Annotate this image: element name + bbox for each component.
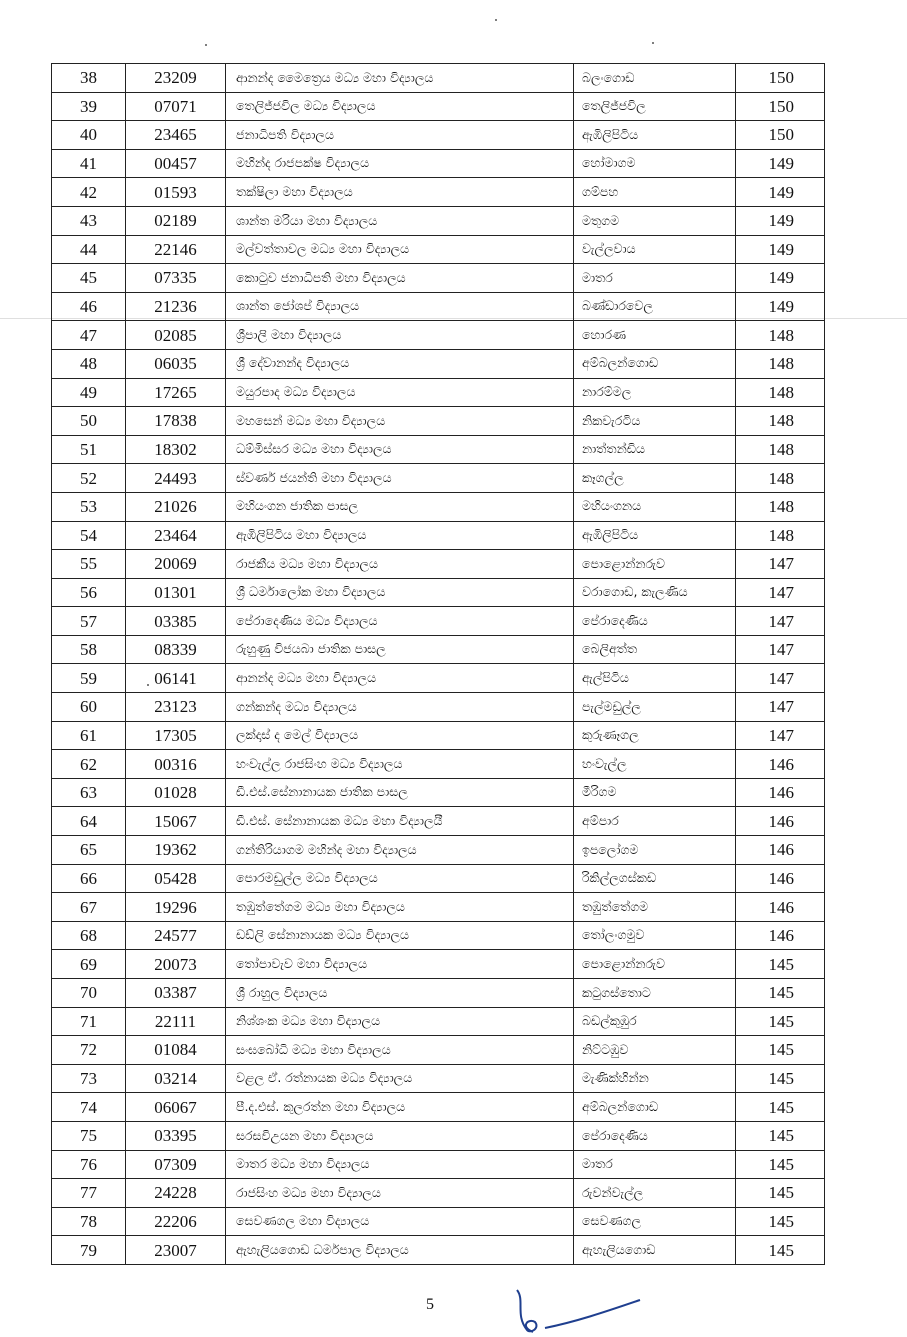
city-cell: හෝමාගම	[574, 149, 736, 178]
school-name-cell: ගන්තිරියාගම මහින්ද මහා විද්‍යාලය	[226, 836, 574, 865]
school-code-cell: 15067	[126, 807, 226, 836]
table-row	[52, 1179, 825, 1208]
school-code-cell: 24493	[126, 464, 226, 493]
school-code-cell: 06141	[126, 664, 226, 693]
table-row	[52, 979, 825, 1008]
city-cell: වරාගොඩ, කැලණිය	[574, 578, 736, 607]
school-code-cell: 24577	[126, 921, 226, 950]
school-code-cell: 01593	[126, 178, 226, 207]
school-code-cell: 23007	[126, 1236, 226, 1265]
table-row	[52, 635, 825, 664]
table-row	[52, 693, 825, 722]
rank-cell: 62	[52, 750, 126, 779]
city-cell: තඹුත්තේගම	[574, 893, 736, 922]
school-code-cell: 23209	[126, 64, 226, 93]
marks-cell: 147	[736, 664, 825, 693]
rank-cell: 65	[52, 836, 126, 865]
table-row	[52, 1121, 825, 1150]
marks-cell: 149	[736, 264, 825, 293]
city-cell: රුවන්වැල්ල	[574, 1179, 736, 1208]
school-name-cell: ඇඹිලිපිටිය මහා විද්‍යාලය	[226, 521, 574, 550]
table-row	[52, 893, 825, 922]
table-row	[52, 178, 825, 207]
school-name-cell: ශ්‍රීපාලි මහා විද්‍යාලය	[226, 321, 574, 350]
school-code-cell: 01028	[126, 778, 226, 807]
table-row	[52, 521, 825, 550]
marks-cell: 148	[736, 407, 825, 436]
page-number: 5	[426, 1296, 434, 1313]
school-name-cell: ලක්දාස් ද මෙල් විද්‍යාලය	[226, 721, 574, 750]
school-name-cell: රාජකීය මධ්‍ය මහා විද්‍යාලය	[226, 550, 574, 579]
table-row	[52, 921, 825, 950]
school-code-cell: 24228	[126, 1179, 226, 1208]
rank-cell: 59	[52, 664, 126, 693]
school-code-cell: 22206	[126, 1207, 226, 1236]
rank-cell: 40	[52, 121, 126, 150]
marks-cell: 146	[736, 893, 825, 922]
table-row	[52, 64, 825, 93]
city-cell: වැල්ලවාය	[574, 235, 736, 264]
city-cell: තෙලිජ්ජවිල	[574, 92, 736, 121]
school-name-cell: ජනාධිපති විද්‍යාලය	[226, 121, 574, 150]
school-name-cell: ස්වර්ණ ජයන්ති මහා විද්‍යාලය	[226, 464, 574, 493]
school-code-cell: 01084	[126, 1036, 226, 1065]
school-name-cell: ඩඩ්ලි සේනානායක මධ්‍ය විද්‍යාලය	[226, 921, 574, 950]
marks-cell: 147	[736, 550, 825, 579]
table-row	[52, 1007, 825, 1036]
rank-cell: 49	[52, 378, 126, 407]
city-cell: නිට්ටඹුව	[574, 1036, 736, 1065]
city-cell: අම්බලන්ගොඩ	[574, 349, 736, 378]
school-code-cell: 00457	[126, 149, 226, 178]
school-code-cell: 21236	[126, 292, 226, 321]
school-name-cell: තෝපාවැව මහා විද්‍යාලය	[226, 950, 574, 979]
rank-cell: 42	[52, 178, 126, 207]
school-name-cell: සරසවිඋයන මහා විද්‍යාලය	[226, 1121, 574, 1150]
rank-cell: 44	[52, 235, 126, 264]
city-cell: රිකිල්ලගස්කඩ	[574, 864, 736, 893]
city-cell: මැණික්හින්න	[574, 1064, 736, 1093]
school-name-cell: ඇහැලියගොඩ ධර්මපාල විද්‍යාලය	[226, 1236, 574, 1265]
city-cell: මතුගම	[574, 206, 736, 235]
school-code-cell: 02189	[126, 206, 226, 235]
school-name-cell: හංවැල්ල රාජසිංහ මධ්‍ය විද්‍යාලය	[226, 750, 574, 779]
school-code-cell: 07309	[126, 1150, 226, 1179]
city-cell: පොළොන්නරුව	[574, 550, 736, 579]
table-row	[52, 206, 825, 235]
school-name-cell: පොරමඩුල්ල මධ්‍ය විද්‍යාලය	[226, 864, 574, 893]
marks-cell: 149	[736, 235, 825, 264]
rank-cell: 41	[52, 149, 126, 178]
school-name-cell: ආනන්ද මෛත්‍රෙය මධ්‍ය මහා විද්‍යාලය	[226, 64, 574, 93]
school-code-cell: 19296	[126, 893, 226, 922]
table-row	[52, 550, 825, 579]
marks-cell: 145	[736, 1064, 825, 1093]
city-cell: නිකවැරටිය	[574, 407, 736, 436]
city-cell: හංවැල්ල	[574, 750, 736, 779]
table-row	[52, 292, 825, 321]
marks-cell: 146	[736, 807, 825, 836]
rank-cell: 74	[52, 1093, 126, 1122]
school-name-cell: සෙවණගල මහා විද්‍යාලය	[226, 1207, 574, 1236]
city-cell: පේරාදෙණිය	[574, 1121, 736, 1150]
school-code-cell: 08339	[126, 635, 226, 664]
school-name-cell: ඩී.එස්. සේනානායක මධ්‍ය මහා විද්‍යාලයී	[226, 807, 574, 836]
school-code-cell: 02085	[126, 321, 226, 350]
school-name-cell: මාතර මධ්‍ය මහා විද්‍යාලය	[226, 1150, 574, 1179]
school-code-cell: 22146	[126, 235, 226, 264]
school-name-cell: ගන්කන්ද මධ්‍ය විද්‍යාලය	[226, 693, 574, 722]
school-code-cell: 06035	[126, 349, 226, 378]
city-cell: පේරාදෙණිය	[574, 607, 736, 636]
marks-cell: 145	[736, 1036, 825, 1065]
school-name-cell: ආනන්ද මධ්‍ය මහා විද්‍යාලය	[226, 664, 574, 693]
rank-cell: 45	[52, 264, 126, 293]
marks-cell: 147	[736, 721, 825, 750]
table-row	[52, 864, 825, 893]
table-row	[52, 235, 825, 264]
school-name-cell: පේරාදෙණිය මධ්‍ය විද්‍යාලය	[226, 607, 574, 636]
rank-cell: 58	[52, 635, 126, 664]
school-code-cell: 01301	[126, 578, 226, 607]
city-cell: ඉපලෝගම	[574, 836, 736, 865]
rank-cell: 76	[52, 1150, 126, 1179]
rank-cell: 48	[52, 349, 126, 378]
rank-cell: 61	[52, 721, 126, 750]
marks-cell: 148	[736, 349, 825, 378]
marks-cell: 148	[736, 321, 825, 350]
marks-cell: 147	[736, 693, 825, 722]
rank-cell: 43	[52, 206, 126, 235]
table-row	[52, 578, 825, 607]
city-cell: පොළොන්නරුව	[574, 950, 736, 979]
school-code-cell: 00316	[126, 750, 226, 779]
rank-cell: 50	[52, 407, 126, 436]
rank-cell: 67	[52, 893, 126, 922]
school-code-cell: 20069	[126, 550, 226, 579]
school-name-cell: සංඝබෝධි මධ්‍ය මහා විද්‍යාලය	[226, 1036, 574, 1065]
school-name-cell: තක්ෂිලා මහා විද්‍යාලය	[226, 178, 574, 207]
rank-cell: 56	[52, 578, 126, 607]
marks-cell: 145	[736, 950, 825, 979]
table-row	[52, 264, 825, 293]
school-name-cell: මහියංගන ජාතික පාසල	[226, 492, 574, 521]
school-code-cell: 03395	[126, 1121, 226, 1150]
rank-cell: 63	[52, 778, 126, 807]
marks-cell: 147	[736, 607, 825, 636]
school-name-cell: පී.ද.එස්. කුලරත්න මහා විද්‍යාලය	[226, 1093, 574, 1122]
city-cell: කෑගල්ල	[574, 464, 736, 493]
rank-cell: 66	[52, 864, 126, 893]
marks-cell: 148	[736, 492, 825, 521]
rank-cell: 73	[52, 1064, 126, 1093]
school-code-cell: 21026	[126, 492, 226, 521]
city-cell: ඇල්පිටිය	[574, 664, 736, 693]
city-cell: සෙවණගල	[574, 1207, 736, 1236]
rank-cell: 71	[52, 1007, 126, 1036]
marks-cell: 147	[736, 578, 825, 607]
city-cell: කටුගස්තොට	[574, 979, 736, 1008]
rank-cell: 54	[52, 521, 126, 550]
rank-cell: 38	[52, 64, 126, 93]
city-cell: කුරුණෑගල	[574, 721, 736, 750]
marks-cell: 146	[736, 921, 825, 950]
city-cell: අම්බලන්ගොඩ	[574, 1093, 736, 1122]
school-code-cell: 17265	[126, 378, 226, 407]
city-cell: මහියංගනය	[574, 492, 736, 521]
marks-cell: 147	[736, 635, 825, 664]
school-name-cell: රාජසිංහ මධ්‍ය මහා විද්‍යාලය	[226, 1179, 574, 1208]
school-rank-table	[51, 63, 825, 1265]
school-code-cell: 17838	[126, 407, 226, 436]
table-row	[52, 1093, 825, 1122]
table-row	[52, 492, 825, 521]
school-code-cell: 23123	[126, 693, 226, 722]
marks-cell: 149	[736, 206, 825, 235]
rank-cell: 46	[52, 292, 126, 321]
rank-cell: 75	[52, 1121, 126, 1150]
marks-cell: 149	[736, 292, 825, 321]
table-row	[52, 1064, 825, 1093]
table-row	[52, 349, 825, 378]
table-row	[52, 664, 825, 693]
school-code-cell: 22111	[126, 1007, 226, 1036]
school-code-cell: 07071	[126, 92, 226, 121]
marks-cell: 150	[736, 92, 825, 121]
table-row	[52, 807, 825, 836]
school-name-cell: ශාන්ත ජෝශප් විද්‍යාලය	[226, 292, 574, 321]
rank-cell: 60	[52, 693, 126, 722]
marks-cell: 145	[736, 979, 825, 1008]
table-body	[52, 64, 825, 1265]
table-row	[52, 464, 825, 493]
city-cell: බෙලිඅත්ත	[574, 635, 736, 664]
marks-cell: 146	[736, 778, 825, 807]
city-cell: තෝලංගමුව	[574, 921, 736, 950]
school-code-cell: 23465	[126, 121, 226, 150]
rank-cell: 57	[52, 607, 126, 636]
city-cell: බණ්ඩාරවෙල	[574, 292, 736, 321]
school-name-cell: තෙලිජ්ජවිල මධ්‍ය විද්‍යාලය	[226, 92, 574, 121]
rank-cell: 39	[52, 92, 126, 121]
table-row	[52, 778, 825, 807]
school-name-cell: මහින්ද රාජපක්ෂ විද්‍යාලය	[226, 149, 574, 178]
table-row	[52, 1207, 825, 1236]
table-row	[52, 407, 825, 436]
rank-cell: 77	[52, 1179, 126, 1208]
school-name-cell: මල්වත්තාවල මධ්‍ය මහා විද්‍යාලය	[226, 235, 574, 264]
city-cell: නාරම්මල	[574, 378, 736, 407]
school-name-cell: ඩී.එස්.සේනානායක ජාතික පාසල	[226, 778, 574, 807]
table-row	[52, 836, 825, 865]
school-name-cell: ශ්‍රී රාහුල විද්‍යාලය	[226, 979, 574, 1008]
marks-cell: 146	[736, 750, 825, 779]
rank-cell: 68	[52, 921, 126, 950]
school-name-cell: ශ්‍රී ධර්මාලෝක මහා විද්‍යාලය	[226, 578, 574, 607]
marks-cell: 146	[736, 836, 825, 865]
rank-cell: 51	[52, 435, 126, 464]
rank-cell: 47	[52, 321, 126, 350]
marks-cell: 145	[736, 1007, 825, 1036]
school-code-cell: 06067	[126, 1093, 226, 1122]
table-row	[52, 607, 825, 636]
table-row	[52, 92, 825, 121]
marks-cell: 148	[736, 435, 825, 464]
school-code-cell: 05428	[126, 864, 226, 893]
school-code-cell: 17305	[126, 721, 226, 750]
marks-cell: 145	[736, 1150, 825, 1179]
city-cell: මාතර	[574, 264, 736, 293]
school-name-cell: මයුරපාද මධ්‍ය විද්‍යාලය	[226, 378, 574, 407]
city-cell: නාත්තන්ඩිය	[574, 435, 736, 464]
city-cell: ඇඹිලිපිටිය	[574, 121, 736, 150]
school-code-cell: 07335	[126, 264, 226, 293]
marks-cell: 145	[736, 1236, 825, 1265]
rank-cell: 64	[52, 807, 126, 836]
school-code-cell: 03387	[126, 979, 226, 1008]
rank-cell: 70	[52, 979, 126, 1008]
city-cell: මාතර	[574, 1150, 736, 1179]
marks-cell: 148	[736, 521, 825, 550]
city-cell: පැල්මඩුල්ල	[574, 693, 736, 722]
school-code-cell: 03385	[126, 607, 226, 636]
city-cell: ගම්පහ	[574, 178, 736, 207]
table-row	[52, 1036, 825, 1065]
school-code-cell: 20073	[126, 950, 226, 979]
city-cell: ඇඹිලිපිටිය	[574, 521, 736, 550]
table-row	[52, 1236, 825, 1265]
table-row	[52, 1150, 825, 1179]
rank-cell: 69	[52, 950, 126, 979]
marks-cell: 145	[736, 1121, 825, 1150]
school-name-cell: ශ්‍රී දේවානන්ද විද්‍යාලය	[226, 349, 574, 378]
table-row	[52, 435, 825, 464]
marks-cell: 145	[736, 1093, 825, 1122]
table-row	[52, 321, 825, 350]
marks-cell: 145	[736, 1179, 825, 1208]
school-code-cell: 23464	[126, 521, 226, 550]
school-code-cell: 18302	[126, 435, 226, 464]
city-cell: අම්පාර	[574, 807, 736, 836]
marks-cell: 148	[736, 464, 825, 493]
table-row	[52, 950, 825, 979]
marks-cell: 146	[736, 864, 825, 893]
rank-cell: 53	[52, 492, 126, 521]
rank-cell: 78	[52, 1207, 126, 1236]
rank-cell: 55	[52, 550, 126, 579]
city-cell: හොරණ	[574, 321, 736, 350]
school-code-cell: 19362	[126, 836, 226, 865]
school-code-cell: 03214	[126, 1064, 226, 1093]
signature	[505, 1270, 655, 1337]
marks-cell: 145	[736, 1207, 825, 1236]
city-cell: බඩල්කුඹුර	[574, 1007, 736, 1036]
table-row	[52, 121, 825, 150]
marks-cell: 150	[736, 121, 825, 150]
table-row	[52, 149, 825, 178]
school-name-cell: මහසෙන් මධ්‍ය මහා විද්‍යාලය	[226, 407, 574, 436]
school-name-cell: වළල ඒ. රත්නායක මධ්‍ය විද්‍යාලය	[226, 1064, 574, 1093]
school-name-cell: තඹුත්තේගම මධ්‍ය මහා විද්‍යාලය	[226, 893, 574, 922]
school-name-cell: ශාන්ත මරියා මහා විද්‍යාලය	[226, 206, 574, 235]
city-cell: මීරිගම	[574, 778, 736, 807]
table-row	[52, 750, 825, 779]
rank-cell: 79	[52, 1236, 126, 1265]
marks-cell: 149	[736, 178, 825, 207]
rank-cell: 72	[52, 1036, 126, 1065]
school-name-cell: ධම්මිස්සර මධ්‍ය මහා විද්‍යාලය	[226, 435, 574, 464]
table-row	[52, 378, 825, 407]
marks-cell: 149	[736, 149, 825, 178]
city-cell: බලංගොඩ	[574, 64, 736, 93]
city-cell: ඇහැලියගොඩ	[574, 1236, 736, 1265]
marks-cell: 150	[736, 64, 825, 93]
table-row	[52, 721, 825, 750]
marks-cell: 148	[736, 378, 825, 407]
rank-cell: 52	[52, 464, 126, 493]
school-name-cell: රුහුණු විජයබා ජාතික පාසල	[226, 635, 574, 664]
school-name-cell: නිශ්ශංක මධ්‍ය මහා විද්‍යාලය	[226, 1007, 574, 1036]
school-name-cell: කොටුව ජනාධිපති මහා විද්‍යාලය	[226, 264, 574, 293]
